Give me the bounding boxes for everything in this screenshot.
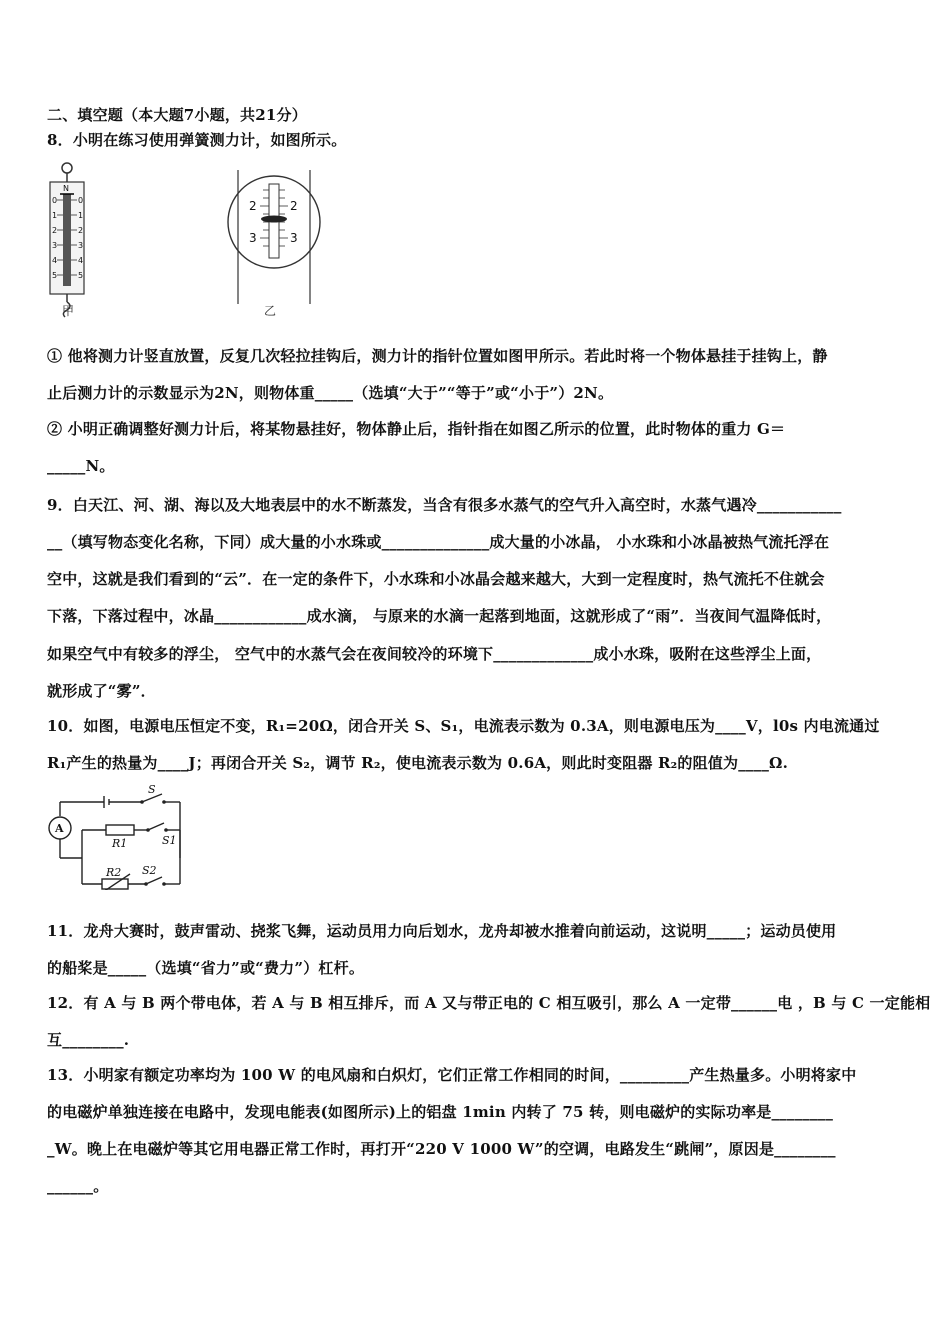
q12-line1: 12．有 A 与 B 两个带电体，若 A 与 B 相互排斥，而 A 又与带正电的 C 相互吸引，那么 A 一定带______电 ，B 与 C 一定能相 <box>47 994 931 1012</box>
q11-line1: 11．龙舟大赛时，鼓声雷动、挠浆飞舞，运动员用力向后划水，龙舟却被水推着向前运动，这说明_____；运动员使用 <box>47 922 837 940</box>
label-ammeter: A <box>55 822 64 835</box>
q8-stem: 8．小明在练习使用弹簧测力计，如图所示。 <box>47 131 347 149</box>
q9-line1: 9．白天江、河、湖、海以及大地表层中的水不断蒸发，当含有很多水蒸气的空气升入高空时，水蒸气遇冷___________ <box>47 496 842 514</box>
switch-s1 <box>148 823 164 830</box>
q8-p2-line2: _____N。 <box>47 457 115 475</box>
q10-line2: R₁产生的热量为____J；再闭合开关 S₂，调节 R₂，使电流表示数为 0.6A，则此时变阻器 R₂的阻值为____Ω. <box>47 754 789 772</box>
resistor-r1 <box>106 825 134 835</box>
tick-left-5: 5 <box>52 271 58 280</box>
tick-right-2: 2 <box>78 226 84 235</box>
fig-caption-a: 甲 <box>62 304 75 318</box>
q13-line3: _W。晚上在电磁炉等其它用电器正常工作时，再打开“220 V 1000 W”的空调，电路发生“跳闸”，原因是________ <box>47 1140 836 1158</box>
q13-line4: ______。 <box>47 1177 109 1195</box>
q12-line2: 互________. <box>47 1031 130 1049</box>
q9-line2: __（填写物态变化名称，下同）成大量的小水珠或______________成大量的小冰晶， 小水珠和小冰晶被热气流托浮在 <box>47 533 830 551</box>
q10-line1: 10．如图，电源电压恒定不变，R₁=20Ω，闭合开关 S、S₁，电流表示数为 0.3A，则电源电压为____V，l0s 内电流通过 <box>47 717 880 735</box>
q13-line1: 13．小明家有额定功率均为 100 W 的电风扇和白炽灯，它们正常工作相同的时间，_________产生热量多。小明将家中 <box>47 1066 857 1084</box>
q8-p1-line2: 止后测力计的示数显示为2N，则物体重_____（选填“大于”“等于”或“小于”）2N。 <box>47 384 614 402</box>
tick-left-0: 0 <box>52 196 58 205</box>
tick-right-0: 0 <box>78 196 84 205</box>
pointer-b <box>261 216 287 223</box>
tick-b-left-2: 2 <box>249 199 257 213</box>
section-title: 二、填空题（本大题7小题，共21分） <box>47 106 307 124</box>
tick-right-5: 5 <box>78 271 84 280</box>
top-ring <box>62 163 72 173</box>
scale-slot <box>63 194 71 286</box>
tick-right-4: 4 <box>78 256 84 265</box>
q13-line2: 的电磁炉单独连接在电路中，发现电能表(如图所示)上的铝盘 1min 内转了 75 转，则电磁炉的实际功率是________ <box>47 1103 834 1121</box>
label-s: S <box>148 784 156 796</box>
tick-left-3: 3 <box>52 241 58 250</box>
label-r1: R1 <box>112 837 128 850</box>
tick-b-right-3: 3 <box>290 231 298 245</box>
tick-left-4: 4 <box>52 256 58 265</box>
q8-p2-line1: ② 小明正确调整好测力计后，将某物悬挂好，物体静止后，指针指在如图乙所示的位置，此时物体的重力 G＝ <box>47 420 786 438</box>
tick-right-1: 1 <box>78 211 84 220</box>
label-s2: S2 <box>142 864 157 877</box>
q9-line6: 就形成了“雾”． <box>47 682 156 700</box>
switch-s2 <box>146 877 162 884</box>
label-r2: R2 <box>106 866 122 879</box>
fig-caption-b: 乙 <box>264 304 277 318</box>
q9-line4: 下落，下落过程中，冰晶____________成水滴， 与原来的水滴一起落到地面，这就形成了“雨”．当夜间气温降低时， <box>47 607 832 625</box>
q9-line5: 如果空气中有较多的浮尘， 空气中的水蒸气会在夜间较冷的环境下_____________成小水珠，吸附在这些浮尘上面， <box>47 645 822 663</box>
circuit-diagram <box>42 784 202 890</box>
tick-right-3: 3 <box>78 241 84 250</box>
spring-scale-figure-a <box>44 160 94 320</box>
q11-line2: 的船桨是_____（选填“省力”或“费力”）杠杆。 <box>47 959 365 977</box>
tick-b-left-3: 3 <box>249 231 257 245</box>
scale-unit: N <box>63 184 69 193</box>
tick-left-1: 1 <box>52 211 58 220</box>
tick-left-2: 2 <box>52 226 58 235</box>
tick-b-right-2: 2 <box>290 199 298 213</box>
label-s1: S1 <box>162 834 177 847</box>
spring-scale-figure-b <box>222 166 326 304</box>
q9-line3: 空中，这就是我们看到的“云”．在一定的条件下，小水珠和小冰晶会越来越大，大到一定程度时，热气流托不住就会 <box>47 570 825 588</box>
q8-p1-line1: ① 他将测力计竖直放置，反复几次轻拉挂钩后，测力计的指针位置如图甲所示。若此时将一个物体悬挂于挂钩上，静 <box>47 347 828 365</box>
